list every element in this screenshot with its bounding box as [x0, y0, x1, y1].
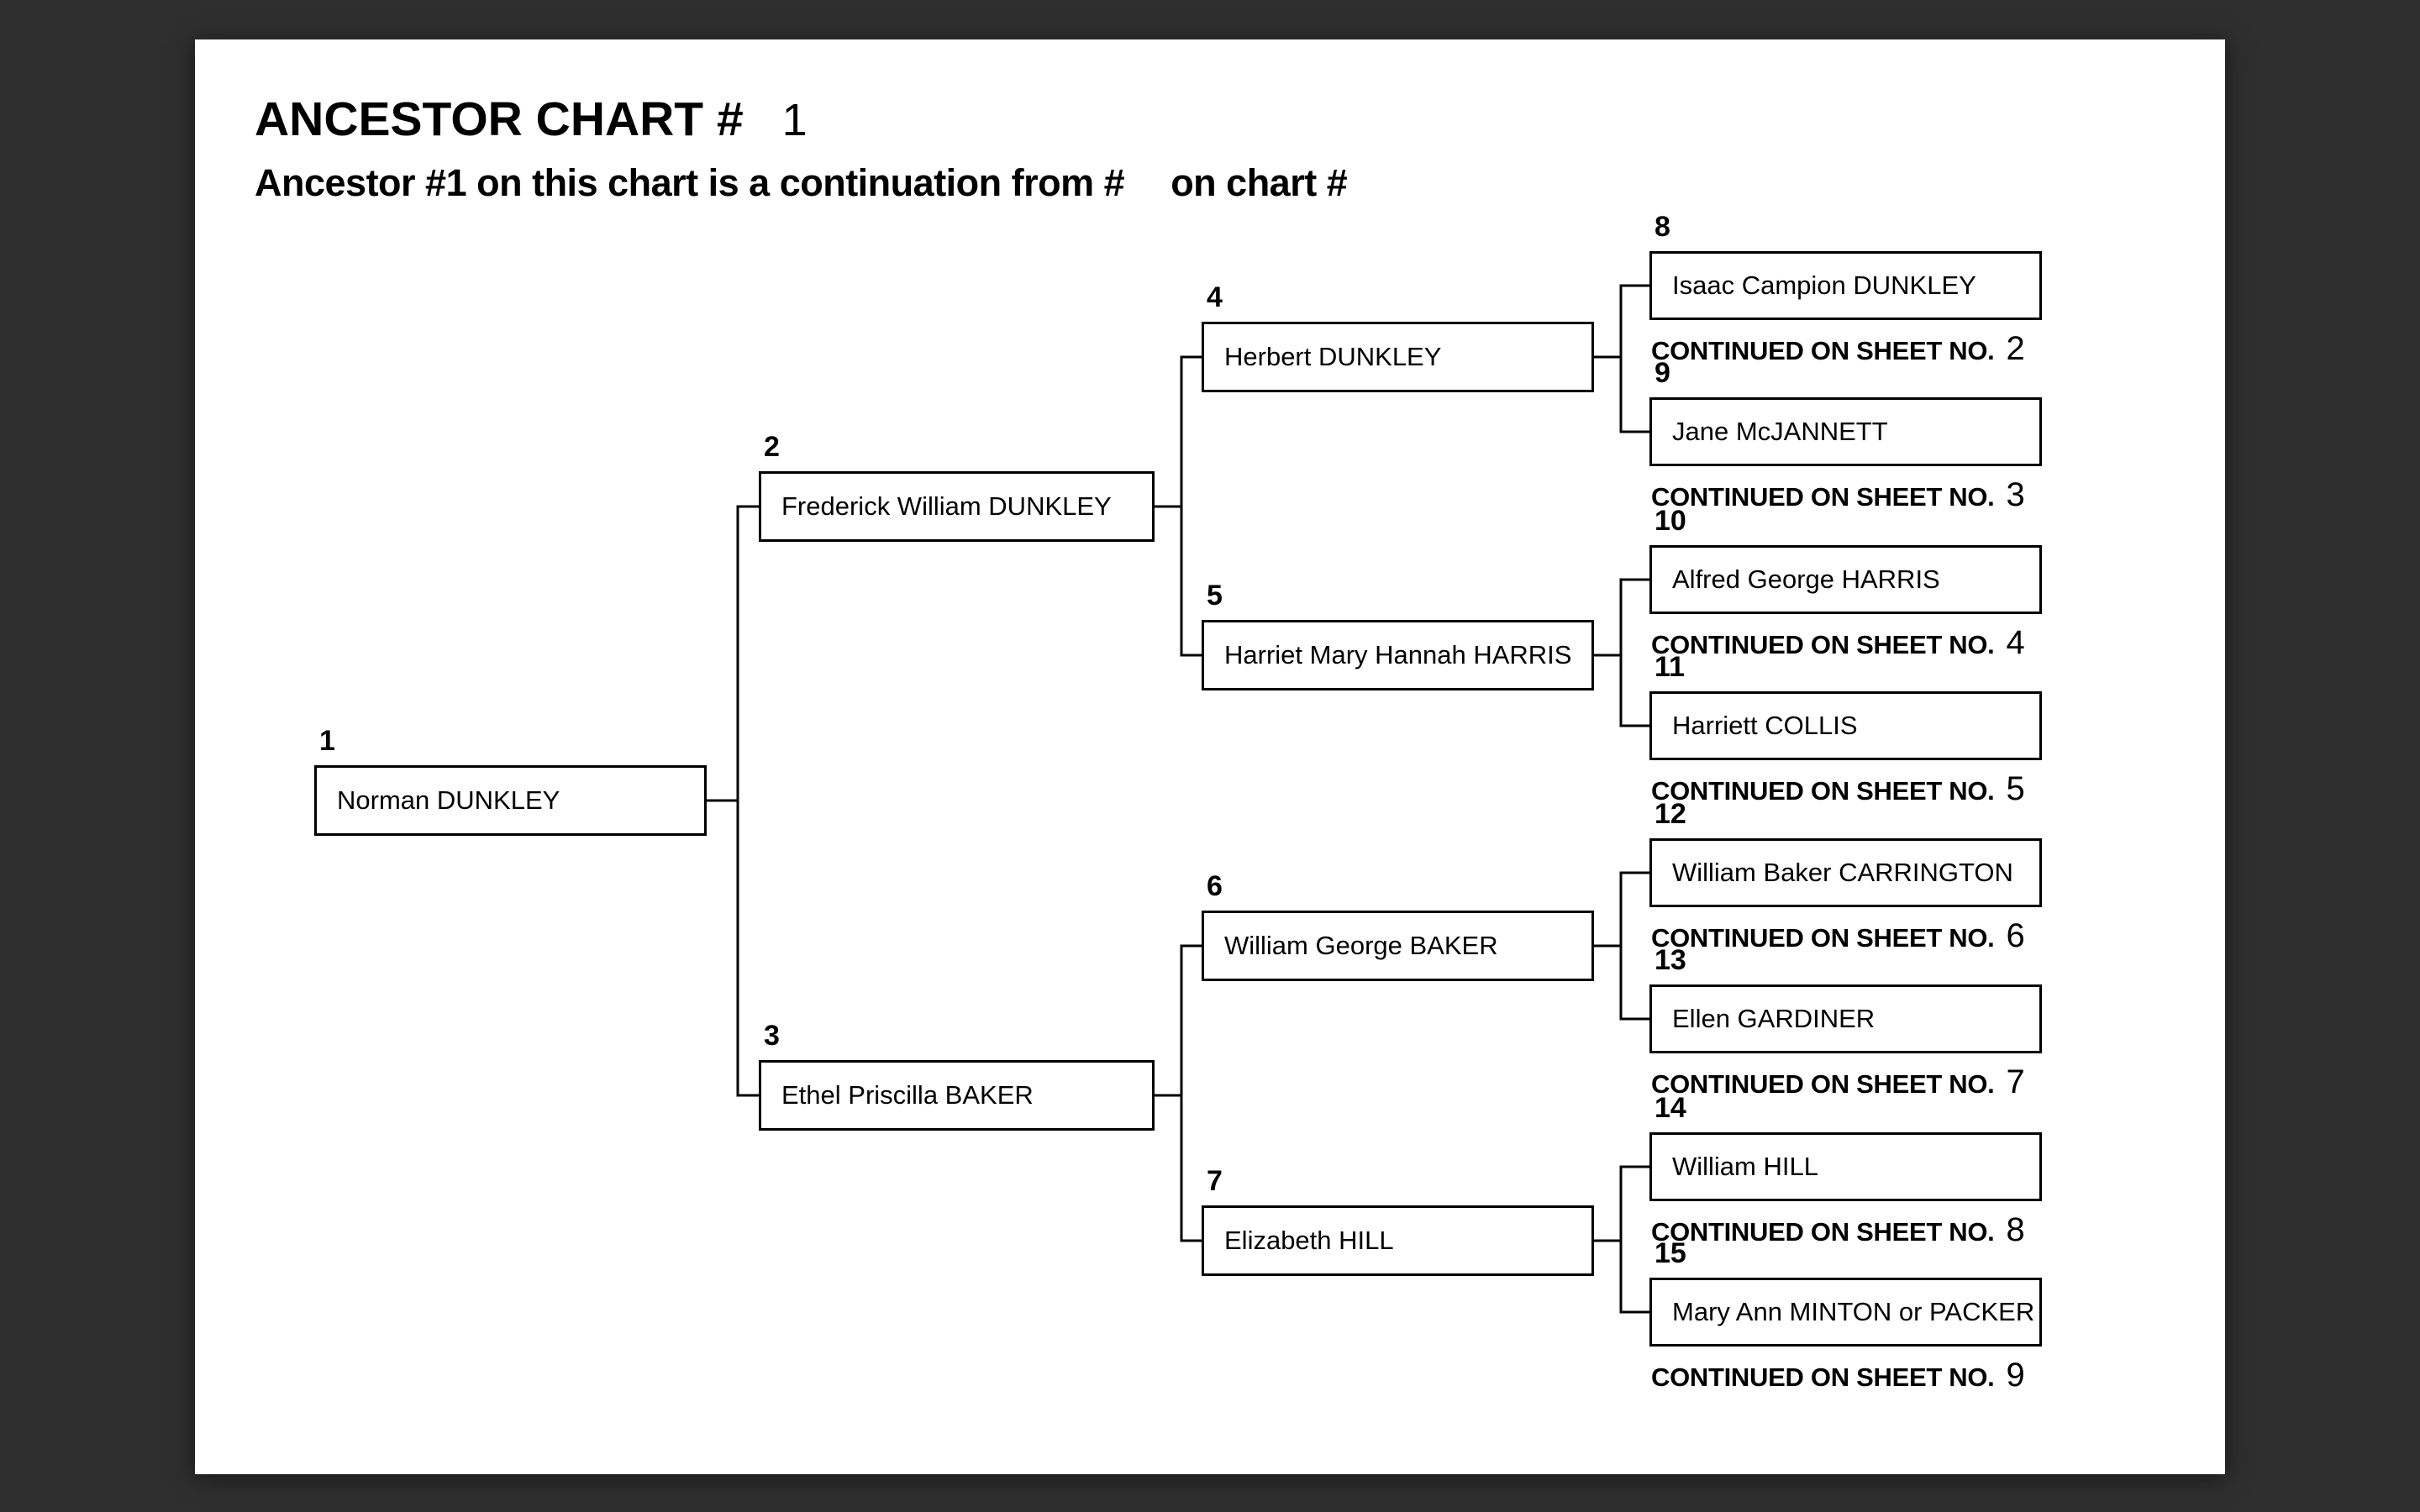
connector-bracket-parents-of-3	[1155, 946, 1202, 1241]
person-number: 15	[1655, 1237, 1686, 1269]
person-name-box	[1649, 984, 2042, 1053]
person-group-4	[1202, 281, 1594, 392]
person-name-box	[1202, 911, 1594, 981]
person-group-14	[1649, 1092, 2042, 1248]
person-group-2	[759, 431, 1155, 542]
continued-label: CONTINUED ON SHEET NO.	[1651, 776, 1995, 806]
chart-title-label: ANCESTOR CHART #	[255, 92, 744, 146]
person-number: 11	[1655, 651, 1685, 683]
person-name-box	[1649, 251, 2042, 320]
connector-bracket-parents-of-6	[1594, 873, 1649, 1019]
continued-label: CONTINUED ON SHEET NO.	[1651, 1217, 1995, 1247]
person-group-13	[1649, 944, 2042, 1100]
person-name: Ellen GARDINER	[1672, 1004, 1876, 1033]
person-name-box	[1649, 397, 2042, 466]
continued-line	[1651, 624, 2025, 661]
continued-label: CONTINUED ON SHEET NO.	[1651, 1069, 1995, 1099]
continued-line	[1651, 917, 2025, 954]
person-number: 4	[1207, 281, 1223, 313]
connector-bracket-parents-of-5	[1594, 580, 1649, 726]
continued-label: CONTINUED ON SHEET NO.	[1651, 336, 1995, 365]
person-name-box	[1649, 545, 2042, 614]
person-group-5	[1202, 580, 1594, 690]
person-name: Harriett COLLIS	[1672, 711, 1858, 740]
continued-line	[1651, 1211, 2025, 1248]
person-name: William George BAKER	[1224, 931, 1498, 960]
person-number: 14	[1655, 1092, 1686, 1124]
continued-sheet-value: 8	[2006, 1211, 2025, 1248]
continued-label: CONTINUED ON SHEET NO.	[1651, 1362, 1995, 1392]
person-group-6	[1202, 870, 1594, 981]
continued-line	[1651, 1063, 2025, 1100]
person-number: 1	[319, 725, 335, 757]
person-name: Jane McJANNETT	[1672, 417, 1888, 446]
person-name-box	[1202, 1205, 1594, 1276]
person-number: 3	[764, 1020, 780, 1052]
person-name: William HILL	[1672, 1152, 1818, 1181]
person-name: Frederick William DUNKLEY	[781, 491, 1112, 521]
person-number: 5	[1207, 580, 1223, 612]
person-name: Elizabeth HILL	[1224, 1226, 1394, 1255]
chart-title	[255, 92, 808, 159]
person-name: Ethel Priscilla BAKER	[781, 1080, 1034, 1110]
continued-sheet-value: 3	[2006, 476, 2025, 513]
continued-sheet-value: 9	[2006, 1357, 2025, 1394]
continued-label: CONTINUED ON SHEET NO.	[1651, 630, 1995, 659]
person-name: Norman DUNKLEY	[337, 785, 560, 815]
person-number: 8	[1655, 211, 1670, 243]
continued-label: CONTINUED ON SHEET NO.	[1651, 923, 1995, 953]
connector-bracket-parents-of-4	[1594, 286, 1649, 432]
person-number: 13	[1655, 944, 1686, 976]
person-name-box	[1649, 1132, 2042, 1201]
continued-sheet-value: 7	[2006, 1063, 2025, 1100]
subtitle-text-before: Ancestor #1 on this chart is a continuation from #	[255, 161, 1125, 204]
person-group-3	[759, 1020, 1155, 1131]
person-name: Isaac Campion DUNKLEY	[1672, 270, 1976, 300]
person-name: Mary Ann MINTON or PACKER	[1672, 1297, 2035, 1326]
continued-label: CONTINUED ON SHEET NO.	[1651, 482, 1995, 512]
person-name-box	[1649, 838, 2042, 907]
person-number: 2	[764, 431, 780, 463]
person-group-10	[1649, 505, 2042, 661]
person-number: 7	[1207, 1165, 1223, 1197]
continued-sheet-value: 4	[2006, 624, 2025, 661]
person-group-9	[1649, 357, 2042, 513]
continued-sheet-value: 6	[2006, 917, 2025, 954]
person-name-box	[759, 471, 1155, 542]
person-name: Herbert DUNKLEY	[1224, 342, 1442, 371]
person-number: 9	[1655, 357, 1670, 389]
person-name-box	[1202, 620, 1594, 690]
person-group-11	[1649, 651, 2042, 807]
connector-bracket-parents-of-2	[1155, 357, 1202, 655]
continued-line	[1651, 476, 2025, 513]
continued-line	[1651, 330, 2025, 367]
person-name: William Baker CARRINGTON	[1672, 858, 2013, 887]
continued-sheet-value: 2	[2006, 330, 2025, 367]
continued-sheet-value: 5	[2006, 770, 2025, 807]
person-name-box	[1649, 1278, 2042, 1347]
connector-bracket-parents-of-7	[1594, 1167, 1649, 1312]
person-name-box	[759, 1060, 1155, 1131]
chart-subtitle	[255, 161, 1347, 205]
person-name: Alfred George HARRIS	[1672, 564, 1940, 594]
continued-line	[1651, 1357, 2025, 1394]
person-group-1	[314, 725, 707, 836]
connector-bracket-parents-of-1	[707, 507, 759, 1095]
person-number: 10	[1655, 505, 1686, 537]
person-name-box	[1649, 691, 2042, 760]
person-name: Harriet Mary Hannah HARRIS	[1224, 640, 1572, 669]
subtitle-text-after: on chart #	[1171, 161, 1348, 204]
person-name-box	[1202, 322, 1594, 392]
person-name-box	[314, 765, 707, 836]
chart-title-value: 1	[781, 95, 808, 145]
person-number: 12	[1655, 798, 1686, 830]
person-group-15	[1649, 1237, 2042, 1394]
person-group-12	[1649, 798, 2042, 954]
continued-line	[1651, 770, 2025, 807]
person-group-8	[1649, 211, 2042, 367]
person-number: 6	[1207, 870, 1223, 902]
person-group-7	[1202, 1165, 1594, 1276]
